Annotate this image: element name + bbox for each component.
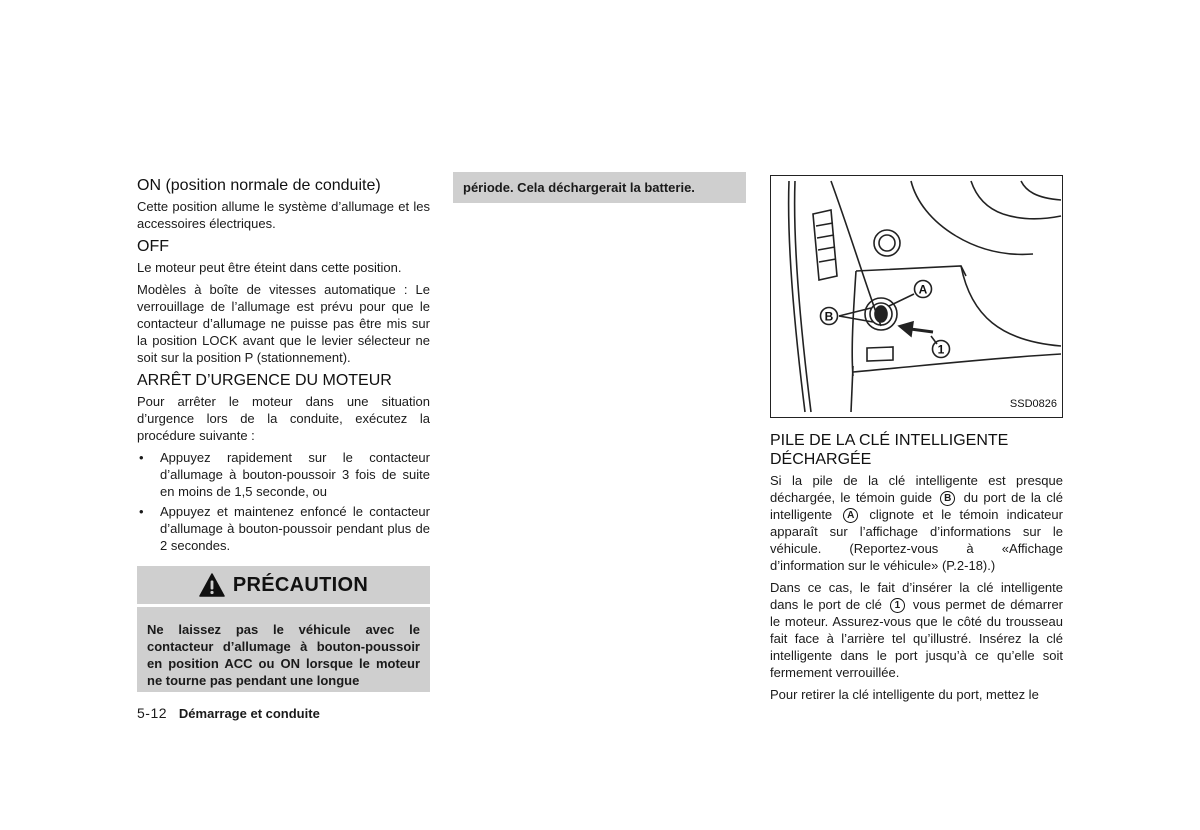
heading-off: OFF xyxy=(137,238,169,255)
caution-continuation: période. Cela déchargerait la batterie. xyxy=(453,172,746,203)
page-number: 5-12 xyxy=(137,705,168,721)
label-1: 1 xyxy=(937,342,945,357)
key-port-illustration xyxy=(770,175,1063,418)
section-title: Démarrage et conduite xyxy=(178,706,320,721)
list-item xyxy=(137,503,430,554)
label-b: B xyxy=(824,309,834,324)
label-1-icon: 1 xyxy=(890,598,905,613)
label-b-icon: B xyxy=(940,491,955,506)
para-smart-key-3: Pour retirer la clé intelligente du port, mettez le xyxy=(770,687,1039,703)
para-off-2: Modèles à boîte de vitesses automatique : Le verrouillage de l’allumage est prévu pour que le contacteur d’allumage ne puisse pas être mis sur la position LOCK avant que le levier sélecteur ne soit sur la position P (stationnement). xyxy=(137,282,430,365)
heading-smart-key-battery: PILE DE LA CLÉ INTELLIGENTE DÉCHARGÉE xyxy=(770,432,1009,468)
para-smart-key-2 xyxy=(770,579,1063,681)
para-on-position: Cette position allume le système d’allumage et les accessoires électriques. xyxy=(137,199,430,231)
figure-code: SSD0826 xyxy=(1009,398,1057,410)
label-a: A xyxy=(918,282,928,297)
para-text: Dans ce cas, le fait d’insérer la clé intelligente dans le port de clé xyxy=(770,580,1063,613)
heading-emergency-stop: ARRÊT D’URGENCE DU MOTEUR xyxy=(137,372,392,389)
caution-box xyxy=(137,566,430,692)
column-3 xyxy=(770,175,1063,708)
list-item-text: Appuyez rapidement sur le contacteur d’allumage à bouton-poussoir 3 fois de suite en moins de 1,5 seconde, ou xyxy=(160,450,430,499)
caution-title: PRÉCAUTION xyxy=(232,573,369,596)
warning-triangle-icon xyxy=(199,573,225,597)
column-1 xyxy=(137,176,430,692)
caution-header xyxy=(137,566,430,607)
label-a-icon: A xyxy=(843,508,858,523)
para-off-1: Le moteur peut être éteint dans cette position. xyxy=(137,260,402,275)
para-emergency-stop: Pour arrêter le moteur dans une situation d’urgence lors de la conduite, exécutez la procédure suivante : xyxy=(137,394,430,443)
para-text: du port de la clé intelligente xyxy=(770,490,1063,523)
bullet-icon: • xyxy=(139,450,144,465)
procedure-list xyxy=(137,449,430,554)
page-footer xyxy=(137,705,320,721)
para-text: vous permet de démarrer le moteur. Assurez-vous que le côté du trousseau fait face à l’arrière tel qu’illustré. Insérez la clé intelligente dans le port jusqu’à ce qu’elle soit fermement verrouillée. xyxy=(770,597,1063,681)
list-item-text: Appuyez et maintenez enfoncé le contacteur d’allumage à bouton-poussoir pendant plus de 2 secondes. xyxy=(160,504,430,553)
column-2 xyxy=(453,172,746,203)
para-text: clignote et le témoin indicateur apparaît sur l’affichage d’informations sur le véhicule. (Reportez-vous à «Affichage d’information sur le véhicule» (P.2-18).) xyxy=(770,507,1063,574)
heading-on-position: ON (position normale de conduite) xyxy=(137,177,381,194)
caution-text: Ne laissez pas le véhicule avec le contacteur d’allumage à bouton-poussoir en position ACC ou ON lorsque le moteur ne tourne pas pendant une longue xyxy=(147,622,420,688)
para-text: Si la pile de la clé intelligente est presque déchargée, le témoin guide xyxy=(770,473,1063,505)
list-item xyxy=(137,449,430,500)
dashboard-diagram xyxy=(771,176,1062,417)
bullet-icon: • xyxy=(139,504,144,519)
para-smart-key-1 xyxy=(770,472,1063,574)
